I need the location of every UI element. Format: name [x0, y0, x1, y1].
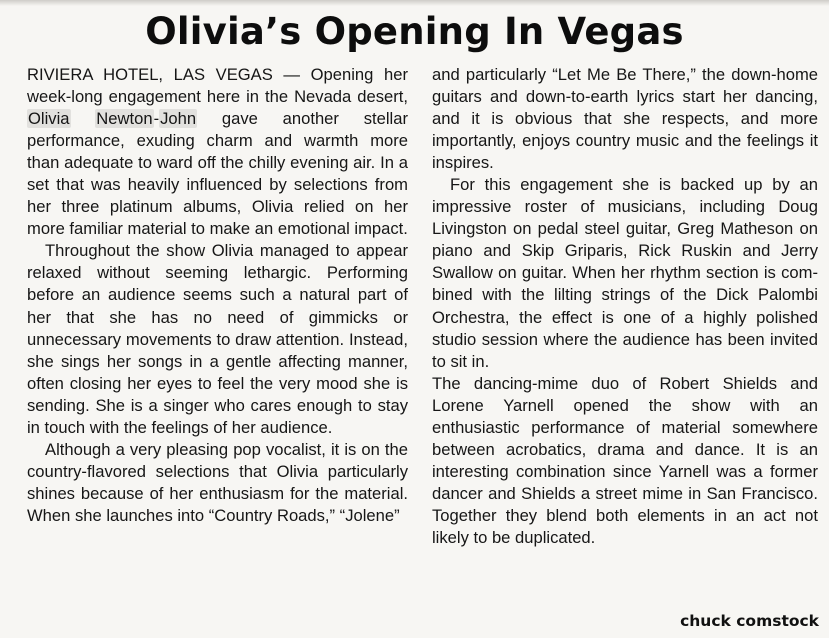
- name-space: [71, 109, 96, 128]
- top-rule: [0, 0, 829, 6]
- paragraph-1-start: RIVIERA HOTEL, LAS VEGAS — Opening her week-long engagement here in the Nevada desert,: [27, 65, 408, 107]
- highlighted-name-john: John: [160, 109, 197, 129]
- paragraph-6: The dancing-mime duo of Robert Shields and Lorene Yarnell opened the show with an enthusiastic performance of material somewhere between acrobatics, drama and dance. It is an interesting combination since Yarnell was a former dancer and Shields a street mime in San Francisco. Together they blend both elements in an act not likely to be duplicated.: [432, 373, 818, 547]
- paragraph-1: [27, 64, 408, 240]
- paragraph-4: and particularly “Let Me Be There,” the down-home guitars and down-to-earth lyrics start her dancing, and it is obvious that she respects, and more importantly, enjoys country music and the feelings it inspires.: [432, 65, 818, 173]
- byline: chuck comstock: [680, 612, 819, 630]
- paragraph-5: For this engagement she is backed up by an impressive roster of musicians, including Doug Livingston on pedal steel guitar, Greg Matheson on piano and Skip Griparis, Rick Ruskin and Jerry Swallow on guitar. When her rhythm section is combined with the lilting strings of the Dick Palombi Orchestra, the effect is one of a highly polished studio session where the audience has been invited to sit in.: [432, 175, 818, 371]
- headline: Olivia’s Opening In Vegas: [145, 10, 684, 53]
- paragraph-1-end: gave another stellar performance, exuding charm and warmth more than adequate to ward off the chilly evening air. In a set that was heavily influenced by selections from her three platinum albums, Olivia relied on her more familiar material to make an emotional impact.: [27, 109, 408, 239]
- left-column: [27, 64, 408, 527]
- right-column: [432, 64, 818, 549]
- highlighted-name-newton: Newton: [96, 109, 153, 129]
- name-hyphen: -: [153, 109, 160, 129]
- highlighted-name-olivia: Olivia: [28, 109, 70, 129]
- paragraph-3: Although a very pleasing pop vocalist, it is on the country-flavored selections that Olivia particularly shines because of her enthusiasm for the material. When she launches into “Country Roads,” “Jolene”: [27, 439, 408, 525]
- paragraph-2: Throughout the show Olivia managed to appear relaxed without seeming lethargic. Performing before an audience seems such a natural part of her that she has no need of gimmicks or unnecessary movements to draw attention. Instead, she sings her songs in a gentle affecting manner, often closing her eyes to feel the very mood she is sending. She is a singer who cares enough to stay in touch with the feelings of her audience.: [27, 241, 408, 437]
